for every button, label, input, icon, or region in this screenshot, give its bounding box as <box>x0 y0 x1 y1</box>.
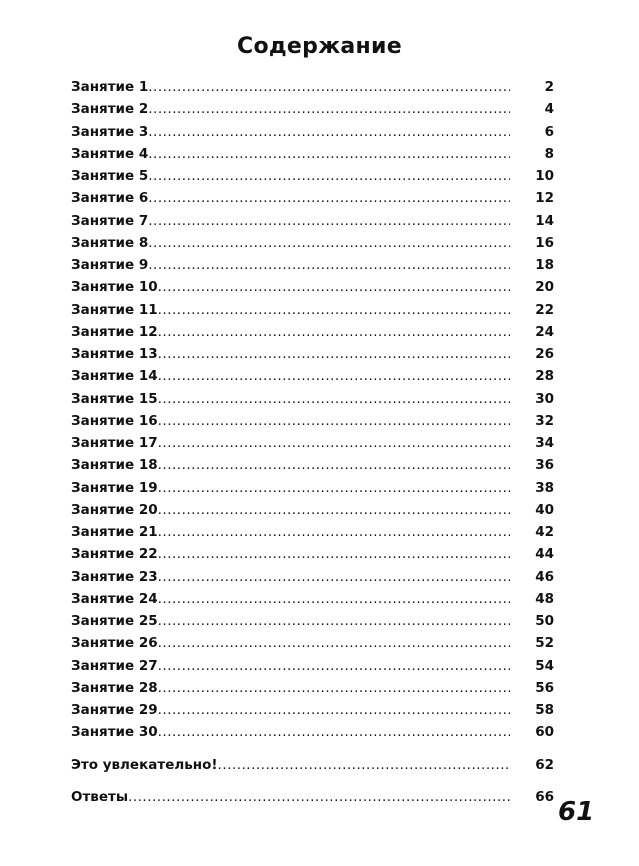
toc-entry <box>71 680 554 702</box>
section-gap <box>71 779 554 789</box>
toc-entry <box>71 324 554 346</box>
entry-page-number: 12 <box>535 190 554 207</box>
entry-label: Занятие 16 <box>71 412 158 429</box>
entry-page-number: 22 <box>535 301 554 318</box>
dot-leader <box>158 413 510 429</box>
toc-entry <box>71 546 554 568</box>
toc-entry <box>71 168 554 190</box>
dot-leader <box>148 146 510 162</box>
dot-leader <box>158 635 510 651</box>
toc-entry <box>71 235 554 257</box>
entry-label: Занятие 11 <box>71 301 158 318</box>
entry-label: Занятие 26 <box>71 635 158 652</box>
entry-label: Занятие 5 <box>71 168 149 184</box>
dot-leader <box>158 302 510 318</box>
dot-leader <box>158 457 510 473</box>
dot-leader <box>158 480 510 496</box>
dot-leader <box>158 591 510 607</box>
entry-page-number: 50 <box>535 613 554 629</box>
entry-page-number: 42 <box>535 524 554 540</box>
dot-leader <box>158 391 510 407</box>
dot-leader <box>158 569 510 585</box>
toc-entry <box>71 257 554 279</box>
entry-label: Занятие 18 <box>71 457 158 474</box>
entry-page-number: 66 <box>535 788 554 805</box>
toc-entry <box>71 79 554 101</box>
toc-entry <box>71 591 554 613</box>
entry-page-number: 26 <box>535 346 554 362</box>
entry-label: Занятие 13 <box>71 346 158 362</box>
toc-entry <box>71 635 554 657</box>
entry-label: Занятие 3 <box>71 123 149 140</box>
toc-entry <box>71 368 554 390</box>
dot-leader <box>158 324 510 340</box>
dot-leader <box>148 124 510 140</box>
toc-entry <box>71 124 554 146</box>
entry-page-number: 48 <box>535 590 554 607</box>
toc-entry <box>71 279 554 301</box>
entry-label: Занятие 17 <box>71 435 158 451</box>
dot-leader <box>158 546 510 562</box>
dot-leader <box>148 257 510 273</box>
toc-entry-extra <box>71 757 554 779</box>
entry-label: Занятие 8 <box>71 234 149 251</box>
toc-entry <box>71 190 554 212</box>
toc-entry <box>71 302 554 324</box>
toc-entry <box>71 480 554 502</box>
toc-entry <box>71 613 554 635</box>
entry-label: Занятие 25 <box>71 613 158 629</box>
entry-label: Занятие 2 <box>71 101 149 118</box>
dot-leader <box>148 190 510 206</box>
dot-leader <box>158 724 510 740</box>
dot-leader <box>148 213 510 229</box>
entry-page-number: 24 <box>535 323 554 340</box>
toc-entry <box>71 569 554 591</box>
entry-label: Занятие 10 <box>71 279 158 296</box>
entry-label: Занятие 12 <box>71 323 158 340</box>
entry-label: Занятие 29 <box>71 702 158 718</box>
entry-label: Занятие 9 <box>71 257 149 273</box>
dot-leader <box>128 789 510 805</box>
dot-leader <box>158 702 510 718</box>
entry-label: Занятие 19 <box>71 479 158 496</box>
entry-label: Ответы <box>71 788 129 805</box>
entry-page-number: 38 <box>535 479 554 496</box>
entry-label: Занятие 23 <box>71 568 158 585</box>
toc-entry-answers <box>71 789 554 811</box>
entry-page-number: 16 <box>535 234 554 251</box>
entry-page-number: 4 <box>544 101 554 118</box>
table-of-contents <box>71 79 554 811</box>
extra-entries-1 <box>71 757 554 779</box>
toc-entry <box>71 101 554 123</box>
dot-leader <box>218 757 510 773</box>
entry-label: Занятие 6 <box>71 190 149 207</box>
entry-page-number: 32 <box>535 412 554 429</box>
dot-leader <box>158 368 510 384</box>
entry-page-number: 58 <box>535 702 554 718</box>
entry-page-number: 8 <box>544 145 554 162</box>
entry-page-number: 10 <box>535 168 554 184</box>
toc-entry <box>71 435 554 457</box>
toc-entry <box>71 457 554 479</box>
toc-entry <box>71 658 554 680</box>
entry-page-number: 44 <box>535 546 554 563</box>
entry-label: Занятие 27 <box>71 657 158 674</box>
toc-entry <box>71 724 554 746</box>
lesson-entries <box>71 79 554 747</box>
entry-label: Занятие 14 <box>71 368 158 385</box>
toc-entry <box>71 146 554 168</box>
entry-label: Занятие 4 <box>71 145 149 162</box>
toc-entry <box>71 413 554 435</box>
page-number: 61 <box>558 797 595 827</box>
entry-label: Занятие 28 <box>71 679 158 696</box>
extra-entries-2 <box>71 789 554 811</box>
entry-label: Занятие 24 <box>71 590 158 607</box>
entry-page-number: 14 <box>535 212 554 229</box>
dot-leader <box>158 524 510 540</box>
dot-leader <box>148 235 510 251</box>
entry-page-number: 30 <box>535 390 554 407</box>
toc-entry <box>71 391 554 413</box>
dot-leader <box>158 435 510 451</box>
entry-page-number: 36 <box>535 457 554 474</box>
dot-leader <box>158 680 510 696</box>
entry-page-number: 60 <box>535 724 554 741</box>
entry-label: Занятие 15 <box>71 390 158 407</box>
entry-label: Занятие 20 <box>71 501 158 518</box>
entry-page-number: 18 <box>535 257 554 273</box>
entry-page-number: 34 <box>535 435 554 451</box>
entry-page-number: 6 <box>544 123 554 140</box>
entry-label: Занятие 30 <box>71 724 158 741</box>
entry-page-number: 28 <box>535 368 554 385</box>
page-title: Содержание <box>237 34 402 59</box>
entry-label: Занятие 1 <box>71 79 149 95</box>
toc-entry <box>71 702 554 724</box>
entry-page-number: 40 <box>535 501 554 518</box>
dot-leader <box>148 168 510 184</box>
entry-page-number: 20 <box>535 279 554 296</box>
entry-page-number: 46 <box>535 568 554 585</box>
entry-page-number: 54 <box>535 657 554 674</box>
entry-label: Занятие 21 <box>71 524 158 540</box>
dot-leader <box>158 346 510 362</box>
entry-page-number: 52 <box>535 635 554 652</box>
dot-leader <box>148 101 510 117</box>
dot-leader <box>148 79 510 95</box>
toc-entry <box>71 502 554 524</box>
entry-label: Занятие 22 <box>71 546 158 563</box>
toc-entry <box>71 346 554 368</box>
toc-entry <box>71 213 554 235</box>
entry-page-number: 56 <box>535 679 554 696</box>
toc-entry <box>71 524 554 546</box>
dot-leader <box>158 279 510 295</box>
dot-leader <box>158 613 510 629</box>
entry-label: Занятие 7 <box>71 212 149 229</box>
dot-leader <box>158 658 510 674</box>
section-gap <box>71 747 554 757</box>
entry-page-number: 62 <box>535 756 554 773</box>
entry-label: Это увлекательно! <box>71 756 218 773</box>
dot-leader <box>158 502 510 518</box>
entry-page-number: 2 <box>544 79 554 95</box>
